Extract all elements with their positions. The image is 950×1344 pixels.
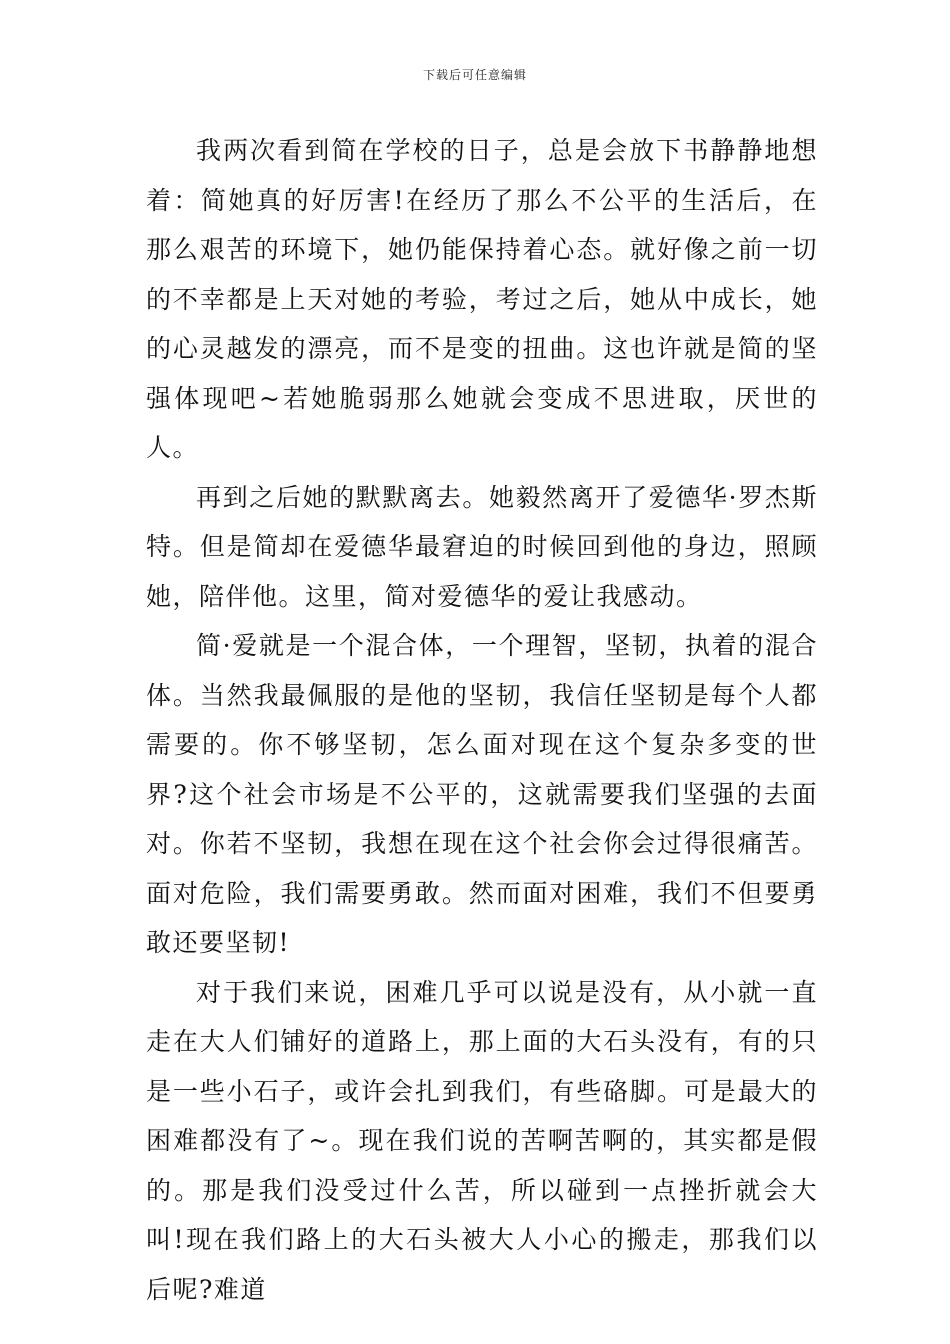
body-text (146, 126, 818, 1314)
paragraph: 对于我们来说，困难几乎可以说是没有，从小就一直走在大人们铺好的道路上，那上面的大石头没有，有的只是一些小石子，或许会扎到我们，有些硌脚。可是最大的困难都没有了~。现在我们说的苦啊苦啊的，其实都是假的。那是我们没受过什么苦，所以碰到一点挫折就会大叫!现在我们路上的大石头被大人小心的搬走，那我们以后呢?难道 (146, 977, 818, 1304)
paragraph: 再到之后她的默默离去。她毅然离开了爱德华·罗杰斯特。但是简却在爱德华最窘迫的时候回到他的身边，照顾她，陪伴他。这里，简对爱德华的爱让我感动。 (146, 482, 818, 611)
paragraph: 我两次看到简在学校的日子，总是会放下书静静地想着：简她真的好厉害!在经历了那么不公平的生活后，在那么艰苦的环境下，她仍能保持着心态。就好像之前一切的不幸都是上天对她的考验，考过之后，她从中成长，她的心灵越发的漂亮，而不是变的扭曲。这也许就是简的坚强体现吧~若她脆弱那么她就会变成不思进取，厌世的人。 (146, 136, 818, 462)
paragraph: 简·爱就是一个混合体，一个理智，坚韧，执着的混合体。当然我最佩服的是他的坚韧，我信任坚韧是每个人都需要的。你不够坚韧，怎么面对现在这个复杂多变的世界?这个社会市场是不公平的，这就需要我们坚强的去面对。你若不坚韧，我想在现在这个社会你会过得很痛苦。面对危险，我们需要勇敢。然而面对困难，我们不但要勇敢还要坚韧! (146, 631, 818, 957)
header-note: 下载后可任意编辑 (422, 68, 527, 82)
